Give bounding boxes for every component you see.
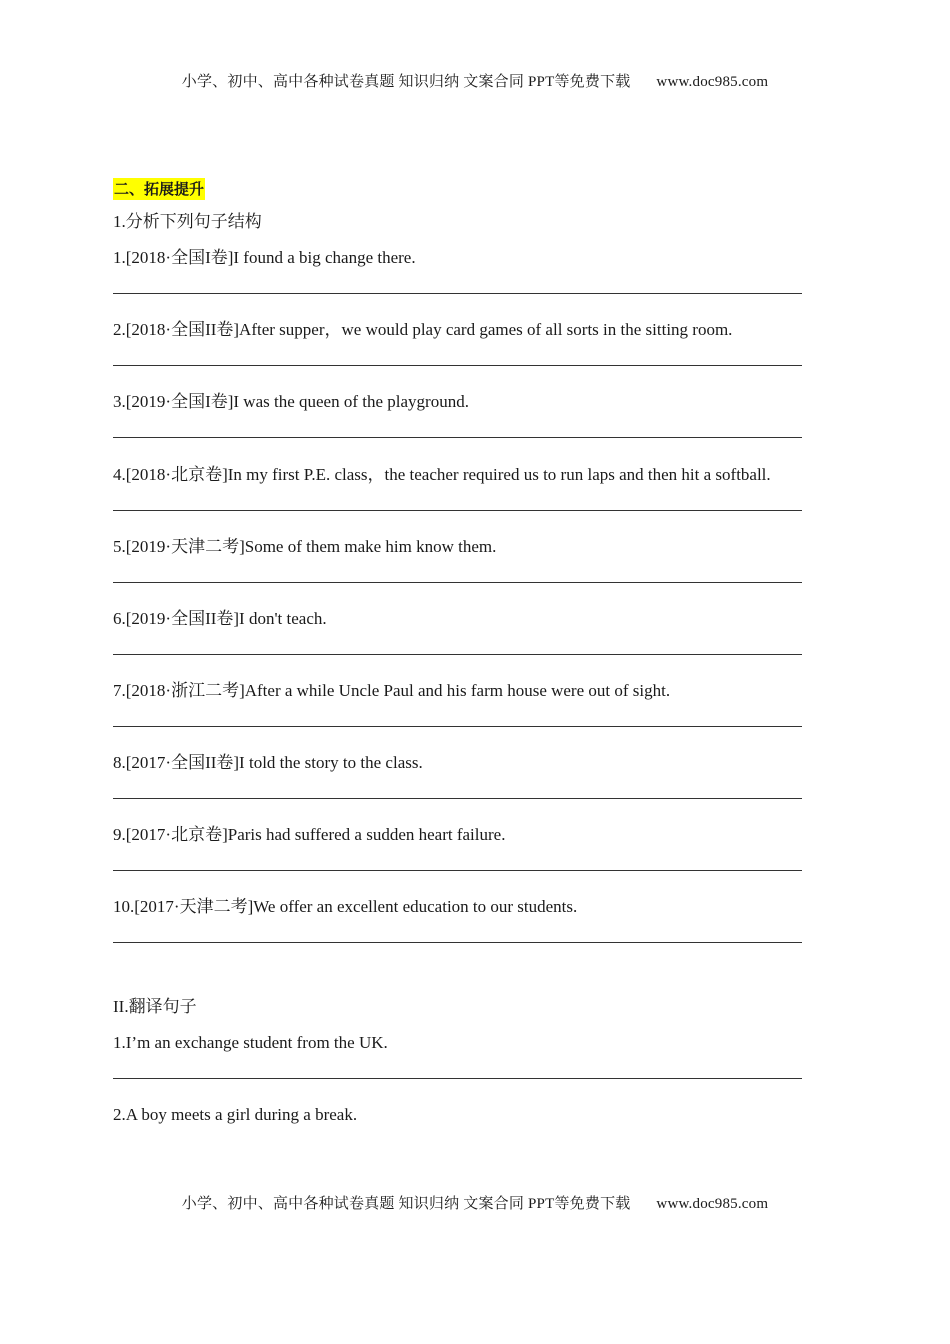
question-text: 4.[2018·北京卷]In my first P.E. class，the teacher required us to run laps and then hit a softball. xyxy=(113,465,771,484)
question-text: 8.[2017·全国II卷]I told the story to the class. xyxy=(113,753,423,772)
question-text: 10.[2017·天津二考]We offer an excellent education to our students. xyxy=(113,897,578,916)
answer-line[interactable] xyxy=(113,1078,802,1079)
header-site-link[interactable]: www.doc985.com xyxy=(656,74,769,90)
question-text: 5.[2019·天津二考]Some of them make him know them. xyxy=(113,537,497,556)
section-title: 二、拓展提升 xyxy=(114,180,205,198)
question-item xyxy=(113,390,837,438)
question-item xyxy=(113,679,837,727)
question-text: 7.[2018·浙江二考]After a while Uncle Paul and his farm house were out of sight. xyxy=(113,681,671,700)
question-text: 6.[2019·全国II卷]I don't teach. xyxy=(113,609,327,628)
question-item xyxy=(113,607,837,655)
answer-line[interactable] xyxy=(113,365,802,366)
translation-text: 2.A boy meets a girl during a break. xyxy=(113,1105,358,1124)
question-item xyxy=(113,318,837,366)
header-text: 小学、初中、高中各种试卷真题 知识归纳 文案合同 PPT等免费下载 xyxy=(181,74,631,90)
answer-line[interactable] xyxy=(113,798,802,799)
question-item xyxy=(113,895,837,943)
worksheet-body xyxy=(113,178,837,1127)
question-item xyxy=(113,823,837,871)
question-item xyxy=(113,456,837,511)
answer-line[interactable] xyxy=(113,293,802,294)
translation-text: 1.I’m an exchange student from the UK. xyxy=(113,1033,388,1052)
part2-title: II.翻译句子 xyxy=(113,997,197,1016)
section-spacer xyxy=(113,967,837,995)
footer-site-link[interactable]: www.doc985.com xyxy=(656,1196,769,1212)
answer-line[interactable] xyxy=(113,726,802,727)
question-text: 9.[2017·北京卷]Paris had suffered a sudden heart failure. xyxy=(113,825,506,844)
answer-line[interactable] xyxy=(113,654,802,655)
question-item xyxy=(113,535,837,583)
footer-text: 小学、初中、高中各种试卷真题 知识归纳 文案合同 PPT等免费下载 xyxy=(181,1196,631,1212)
question-item xyxy=(113,246,837,294)
page-footer xyxy=(0,1192,950,1213)
question-item xyxy=(113,751,837,799)
answer-line[interactable] xyxy=(113,582,802,583)
question-text: 2.[2018·全国II卷]After supper，we would play card games of all sorts in the sitting room. xyxy=(113,320,733,339)
translation-item xyxy=(113,1103,837,1127)
answer-line[interactable] xyxy=(113,942,802,943)
question-text: 1.[2018·全国I卷]I found a big change there. xyxy=(113,248,416,267)
part1-title: 1.分析下列句子结构 xyxy=(113,212,262,231)
answer-line[interactable] xyxy=(113,437,802,438)
answer-line[interactable] xyxy=(113,510,802,511)
translation-item xyxy=(113,1031,837,1079)
page-header xyxy=(0,70,950,91)
question-text: 3.[2019·全国I卷]I was the queen of the playground. xyxy=(113,392,469,411)
answer-line[interactable] xyxy=(113,870,802,871)
